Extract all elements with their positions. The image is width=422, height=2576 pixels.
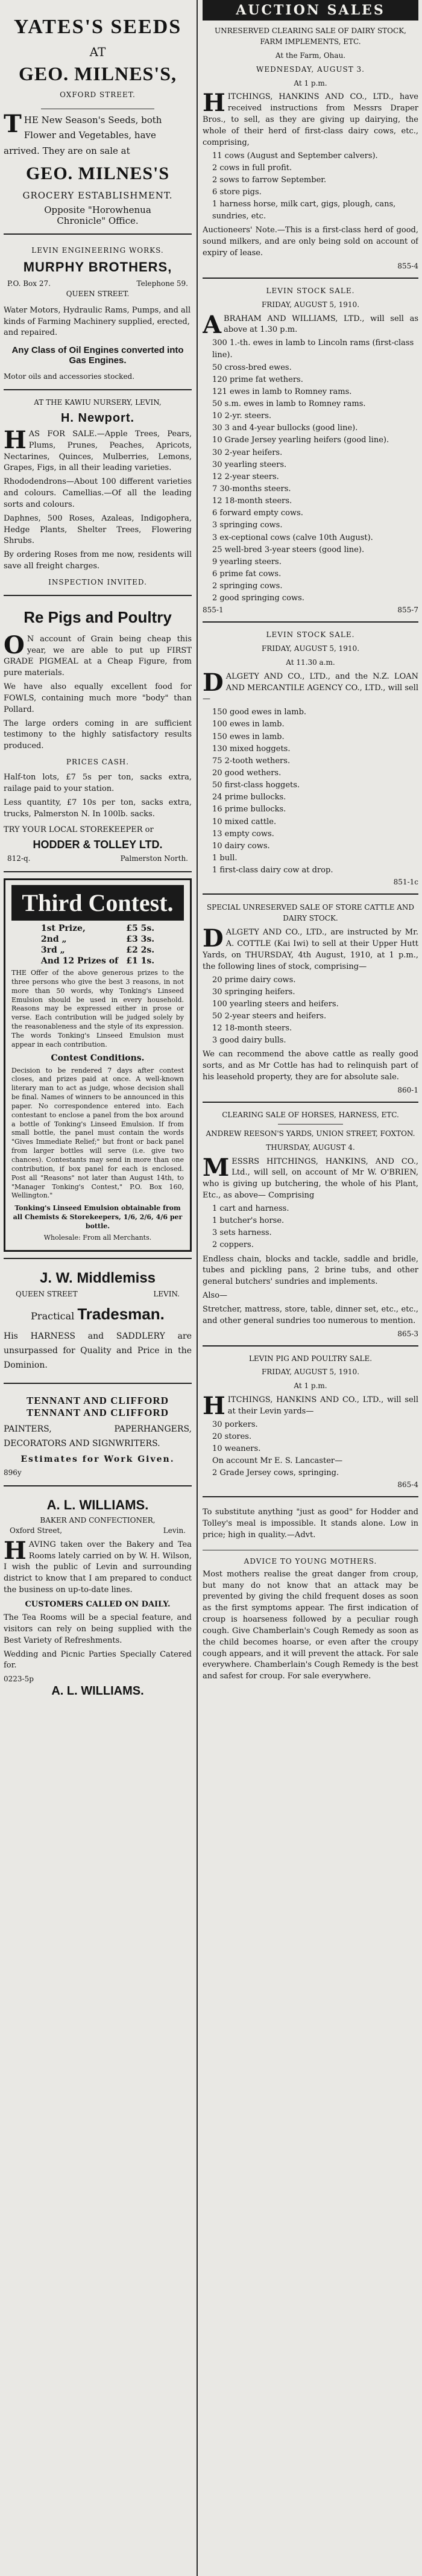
murphy-ad (4, 241, 192, 383)
s8-title: ADVICE TO YOUNG MOTHERS. (244, 1556, 377, 1566)
list-item: 2 springing cows. (212, 582, 283, 591)
contest-wholesale: Wholesale: From all Merchants. (43, 1233, 152, 1242)
prize-row (37, 934, 158, 945)
williams-sign: A. L. WILLIAMS. (51, 1684, 144, 1698)
list-item: 300 1.-th. ewes in lamb to Lincoln rams (first-class line). (212, 338, 414, 360)
prize-amount: £3 3s. (126, 934, 155, 944)
list-item: 50 first-class hoggets. (212, 781, 300, 790)
s3-dropcap: D (203, 668, 224, 697)
list-item: 11 cows (August and September calvers). (212, 151, 378, 160)
contest-ad (4, 878, 192, 1252)
williams-dropcap: H (4, 1536, 27, 1565)
prize-row (37, 956, 158, 966)
s5-p2: Endless chain, blocks and tackle, saddle and bridle, tubes and pickling pans, 2 brine tubs, and other general butchers' sundries and implements. (203, 1254, 418, 1287)
s5-title: CLEARING SALE OF HORSES, HARNESS, ETC. (222, 1111, 399, 1119)
list-item: 13 empty cows. (212, 829, 274, 839)
list-item: 75 2-tooth wethers. (212, 756, 291, 766)
list-item: 3 good dairy bulls. (212, 1036, 286, 1045)
divider (4, 1383, 192, 1384)
murphy-street: QUEEN STREET. (66, 289, 130, 298)
list-item: 1 bull. (212, 853, 238, 863)
list-item: 150 ewes in lamb. (212, 732, 285, 741)
s5-also: Also— (203, 1291, 228, 1301)
s1-p1-wrap (203, 89, 418, 148)
list-item: 30 yearling steers. (212, 460, 287, 469)
murphy-banner: Any Class of Oil Engines converted into Gas Engines. (11, 345, 184, 366)
list-item: 1 first-class dairy cow at drop. (212, 866, 333, 875)
s5-code: 865-3 (397, 1329, 418, 1338)
s4-note: We can recommend the above cattle as really good sorts, and as Mr Cottle has had to relinquish part of his leasehold property, they are for absolute sale. (203, 1050, 418, 1082)
pigs-p3: The large orders coming in are sufficient testimony to the highly satisfactory results produced. (4, 719, 192, 751)
list-item: 20 prime dairy cows. (212, 975, 296, 985)
list-item: 9 yearling steers. (212, 557, 282, 566)
yates-title: YATES'S SEEDS (13, 16, 182, 38)
pigs-code: 812-q. (7, 854, 31, 863)
pigs-p1: N account of Grain being cheap this year, we are able to put up FIRST GRADE PIGMEAL at a Cheap Figure, from pure materials. (4, 634, 192, 678)
list-item: 25 well-bred 3-year steers (good line). (212, 545, 365, 554)
list-item: 2 cows in full profit. (212, 163, 292, 173)
s5-date: THURSDAY, AUGUST 4. (266, 1143, 355, 1152)
s6-p1: ITCHINGS, HANKINS AND CO., LTD., will sell at their Levin yards— (227, 1395, 418, 1416)
pigs-firm: HODDER & TOLLEY LTD. (33, 839, 163, 851)
s5-dropcap: M (203, 1153, 230, 1182)
newport-body2: Rhododendrons—About 100 different varieties and colours. Camellias.—Of all the leading sorts and colours. (4, 477, 192, 509)
middlemiss-name: J. W. Middlemiss (39, 1269, 156, 1286)
s5-p1: ESSRS HITCHINGS, HANKINS, AND CO., Ltd., will sell, on account of Mr W. O'BRIEN, who is giving up butchering, the whole of his Plant, Etc., as above— Comprising (203, 1156, 418, 1201)
s1-title: UNRESERVED CLEARING SALE OF DAIRY STOCK, FARM IMPLEMENTS, ETC. (215, 27, 406, 46)
williams-street: Oxford Street, (10, 1526, 63, 1535)
s2-p1-wrap (203, 310, 418, 339)
s6-title: LEVIN PIG AND POULTRY SALE. (248, 1354, 373, 1363)
middlemiss-ad (4, 1265, 192, 1377)
list-item: 12 18-month steers. (212, 1024, 292, 1033)
s4-items (203, 974, 418, 1047)
divider (4, 233, 192, 235)
s2-dropcap: A (203, 310, 222, 339)
prize-amount: £1 1s. (126, 956, 155, 966)
pigs-ad (4, 602, 192, 865)
williams-trade: BAKER AND CONFECTIONER, (40, 1516, 156, 1525)
list-item: 7 30-months steers. (212, 484, 291, 493)
prize-amount: £2 2s. (126, 945, 155, 955)
s6-dropcap: H (203, 1391, 225, 1420)
divider (203, 893, 418, 895)
newport-body4: By ordering Roses from me now, residents will save all freight charges. (4, 550, 192, 571)
list-item: 10 Grade Jersey yearling heifers (good line). (212, 436, 389, 445)
newport-ad (4, 396, 192, 589)
advice-mothers (203, 1555, 418, 1686)
tennant-ad (4, 1390, 192, 1479)
tennant-firm2: TENNANT AND CLIFFORD (27, 1406, 169, 1418)
sale-draper-bros (203, 24, 418, 271)
sale-dalgety-levin (203, 629, 418, 887)
yates-street: OXFORD STREET. (60, 90, 136, 99)
divider (4, 871, 192, 872)
divider (278, 1124, 342, 1125)
s6-code: 865-4 (397, 1480, 418, 1489)
list-item: 16 prime bullocks. (212, 805, 286, 814)
divider (203, 1102, 418, 1103)
list-item: 12 2-year steers. (212, 472, 279, 481)
s5-sub: ANDREW REESON'S YARDS, UNION STREET, FOXTON. (206, 1129, 415, 1138)
divider (203, 1345, 418, 1347)
list-item: 3 springing cows. (212, 521, 283, 530)
pigs-p4: Half-ton lots, £7 5s per ton, sacks extra, railage paid to your station. (4, 772, 192, 793)
s2-items (203, 337, 418, 604)
s2-code-1: 855-1 (203, 606, 224, 615)
divider (4, 595, 192, 596)
s4-p1-wrap (203, 924, 418, 972)
yates-at: AT (89, 45, 106, 59)
contest-title: Third Contest. (11, 885, 184, 921)
s3-time: At 11.30 a.m. (286, 658, 335, 667)
newport-footer: INSPECTION INVITED. (48, 577, 147, 586)
s5-p3: Stretcher, mattress, store, table, dinner set, etc., etc., and other general sundries too numerous to mention. (203, 1304, 418, 1325)
divider (203, 1496, 418, 1497)
williams-p2: The Tea Rooms will be a special feature, and visitors can rely on being supplied with the Best Variety of Refreshments. (4, 1613, 192, 1645)
list-item: 6 prime fat cows. (212, 569, 282, 579)
s2-date: FRIDAY, AUGUST 5, 1910. (261, 300, 360, 309)
list-item: 20 stores. (212, 1432, 252, 1441)
yates-body-wrap (4, 109, 192, 159)
prize-place: And 12 Prizes of (40, 956, 119, 966)
list-item: 20 good wethers. (212, 768, 282, 778)
pigs-prices: PRICES CASH. (66, 758, 130, 767)
column-divider (197, 0, 198, 2576)
s6-date: FRIDAY, AUGUST 5, 1910. (261, 1368, 360, 1377)
list-item: 3 ex-ceptional cows (calve 10th August). (212, 533, 373, 542)
pigs-addr-line (4, 854, 192, 864)
s3-p1-wrap (203, 668, 418, 706)
s2-p1: BRAHAM AND WILLIAMS, LTD., will sell as above at 1.30 p.m. (224, 314, 418, 335)
prize-table (37, 923, 158, 966)
murphy-firm: MURPHY BROTHERS, (23, 259, 172, 275)
list-item: 2 coppers. (212, 1240, 254, 1250)
sale-cottle (203, 901, 418, 1096)
list-item: 6 store pigs. (212, 188, 262, 197)
murphy-box: P.O. Box 27. (7, 279, 51, 288)
murphy-title: LEVIN ENGINEERING WORKS. (31, 246, 164, 255)
tennant-trades: PAINTERS, PAPERHANGERS, DECORATORS AND SIGNWRITERS. (4, 1424, 192, 1448)
list-item: 3 sets harness. (212, 1228, 272, 1238)
pigs-dropcap: O (4, 630, 25, 659)
sale-obrien (203, 1109, 418, 1339)
divider (4, 1485, 192, 1486)
williams-addr (4, 1526, 192, 1536)
middlemiss-town: LEVIN. (153, 1289, 180, 1298)
s4-code: 860-1 (397, 1086, 418, 1094)
list-item: 1 butcher's horse. (212, 1216, 285, 1226)
list-item: 10 mixed cattle. (212, 817, 277, 826)
list-item: 24 prime bullocks. (212, 793, 286, 802)
sale-abraham-williams (203, 285, 418, 615)
s2-codes (203, 606, 418, 614)
williams-p1: AVING taken over the Bakery and Tea Rooms lately carried on by W. H. Wilson, I wish the public of Levin and surrounding district to know that I am prepared to conduct the business on up-to-date lines. (4, 1540, 192, 1595)
s5-items (203, 1203, 418, 1252)
hodder-tolley-advt (203, 1503, 418, 1545)
middlemiss-addr (4, 1289, 192, 1299)
middlemiss-street: QUEEN STREET (16, 1289, 78, 1298)
pigs-title: Re Pigs and Poultry (24, 608, 172, 626)
list-item: 50 s.m. ewes in lamb to Romney rams. (212, 399, 366, 408)
middlemiss-heading (4, 1305, 192, 1324)
list-item: 100 yearling steers and heifers. (212, 999, 339, 1009)
yates-body: HE New Season's Seeds, both Flower and Vegetables, have arrived. They are on sale at (4, 114, 162, 156)
middlemiss-trade: Tradesman. (77, 1305, 165, 1324)
auction-sales-header: AUCTION SALES (203, 0, 418, 21)
yates-seeds-ad (4, 0, 192, 227)
prize-place: 3rd „ (40, 945, 65, 955)
s6-p1-wrap (203, 1391, 418, 1420)
s8-p1: Most mothers realise the great danger from croup, but many do not know that an attack may be prevented by giving the child frequent doses as soon as the first symptoms appear. The first indication of croup is hoarseness followed by a peculiar rough cough. Give Chamberlain's Cough Remedy as soon as the child becomes hoarse, or even after the croupy cough appears, and it will prevent the attack. For sale everywhere. Chamberlain's Cough Remedy is the best and safest for croup. For sale everywhere. (203, 1569, 418, 1681)
pigs-addr: Palmerston North. (120, 854, 188, 863)
yates-dropcap: T (4, 109, 22, 138)
s3-title: LEVIN STOCK SALE. (266, 630, 355, 639)
newport-body3: Daphnes, 500 Roses, Azaleas, Indigophera, Hedge Plants, Shelter Trees, Flowering Shrubs. (4, 513, 192, 546)
s6-items (203, 1419, 418, 1480)
pigs-p2: We have also equally excellent food for FOWLS, containing much more "body" than Pollard. (4, 682, 192, 714)
yates-sub: GROCERY ESTABLISHMENT. (22, 190, 173, 201)
list-item: 2 sows to farrow September. (212, 175, 327, 185)
list-item: On account Mr E. S. Lancaster— (212, 1456, 343, 1466)
williams-cust: CUSTOMERS CALLED ON DAILY. (25, 1600, 171, 1609)
list-item: 10 weaners. (212, 1444, 261, 1453)
list-item: 50 cross-bred ewes. (212, 363, 292, 372)
contest-p1: THE Offer of the above generous prizes to the three persons who give the best 3 reasons, in not more than 50 words, why Tonking's Linseed Emulsion should be used in every household. Reasons may be expressed either in prose or verse. Each contribution will be judged solely by the reasonableness and the style of its expression. The words Tonking's Linseed Emulsion must appear in each contribution. (11, 968, 184, 1048)
list-item: 30 3 and 4-year bullocks (good line). (212, 424, 358, 433)
contest-note: Tonking's Linseed Emulsion obtainable from all Chemists & Storekeepers, 1/6, 2/6, 4/6 per bottle. (13, 1204, 183, 1230)
prize-row (37, 923, 158, 934)
williams-p3: Wedding and Picnic Parties Specially Catered for. (4, 1649, 192, 1670)
newport-body-wrap (4, 425, 192, 474)
list-item: 30 springing heifers. (212, 987, 295, 997)
williams-ad (4, 1493, 192, 1699)
prize-amount: £5 5s. (126, 923, 155, 933)
s1-dropcap: H (203, 89, 225, 118)
divider (203, 278, 418, 279)
contest-cond-title: Contest Conditions. (51, 1053, 145, 1063)
list-item: 10 dairy cows. (212, 841, 270, 851)
prize-place: 2nd „ (40, 934, 67, 944)
prize-row (37, 945, 158, 956)
s1-time: At 1 p.m. (294, 78, 327, 87)
s1-code: 855-4 (397, 261, 418, 270)
s4-dropcap: D (203, 924, 224, 953)
s3-p1: ALGETY AND CO., LTD., and the N.Z. LOAN AND MERCANTILE AGENCY CO., LTD., will sell— (203, 671, 418, 704)
list-item: 12 18-month steers. (212, 496, 292, 506)
yates-firm: GEO. MILNES'S, (18, 63, 177, 84)
middlemiss-p1: His HARNESS and SADDLERY are unsurpassed for Quality and Price in the Dominion. (4, 1331, 192, 1370)
pigs-p5: Less quantity, £7 10s per ton, sacks extra, trucks, Palmerston N. In 100lb. sacks. (4, 798, 192, 819)
s3-date: FRIDAY, AUGUST 5, 1910. (261, 644, 360, 653)
newport-body: AS FOR SALE.—Apple Trees, Pears, Plums, Prunes, Peaches, Apricots, Nectarines, Quinces, Mulberries, Lemons, Grapes, Figs, in all their leading varieties. (4, 429, 192, 473)
s1-p1: ITCHINGS, HANKINS AND CO., LTD., have received instructions from Messrs Draper Bros., to sell, as they are giving up dairying, the whole of their herd of first-class dairy cows, etc., comprising, (203, 92, 418, 147)
list-item: 1 cart and harness. (212, 1204, 289, 1213)
williams-name: A. L. WILLIAMS. (46, 1497, 149, 1513)
murphy-contact (4, 279, 192, 289)
murphy-footer: Motor oils and accessories stocked. (4, 372, 135, 381)
list-item: 50 2-year steers and heifers. (212, 1012, 327, 1021)
s4-p1: ALGETY AND CO., LTD., are instructed by Mr. A. COTTLE (Kai Iwi) to sell at their Upper Hutt Yards, on THURSDAY, 4th August, 1910, at 1 p.m., the following lines of stock, comprising— (203, 928, 418, 971)
middlemiss-the: Practical (31, 1310, 75, 1322)
yates-opp: Opposite "Horowhenua Chronicle" Office. (44, 205, 151, 227)
s1-date: WEDNESDAY, AUGUST 3. (256, 65, 365, 74)
divider (4, 1258, 192, 1259)
list-item: 1 harness horse, milk cart, gigs, plough, cans, sundries, etc. (212, 200, 396, 221)
list-item: 6 forward empty cows. (212, 509, 303, 518)
s6-time: At 1 p.m. (294, 1382, 327, 1391)
s1-place: At the Farm, Ohau. (275, 51, 346, 60)
tennant-firm1: TENNANT AND CLIFFORD (27, 1394, 169, 1406)
s3-code: 851-1c (393, 878, 418, 887)
list-item: 2 Grade Jersey cows, springing. (212, 1468, 339, 1478)
s5-p1-wrap (203, 1153, 418, 1202)
s4-title: SPECIAL UNRESERVED SALE OF STORE CATTLE AND DAIRY STOCK. (206, 903, 415, 923)
murphy-body: Water Motors, Hydraulic Rams, Pumps, and all kinds of Farming Machinery supplied, erected, and repaired. (4, 305, 191, 338)
divider (4, 389, 192, 390)
williams-town: Levin. (163, 1526, 186, 1535)
contest-p2: Decision to be rendered 7 days after contest closes, and prizes paid at once. A well-known literary man to act as judge, whose decision shall be final. Names of winners to be announced in this paper. No correspondence entered into. Each contestant to enclose a panel from the box around a bottle of Tonking's Linseed Emulsion. If from small bottle, the panel must contain the words "Gives Immediate Relief;" but front or back panel from larger bottles will serve (i.e. give two chances). Contestants may send in more than one contribution, if box panel for each is enclosed. Post all "Reasons" not later than August 14th, to "Manager Tonking's Contest," P.O. Box 160, Wellington." (11, 1066, 184, 1200)
tennant-est: Estimates for Work Given. (20, 1455, 175, 1465)
list-item: 2 good springing cows. (212, 594, 304, 603)
newport-intro: AT THE KAWIU NURSERY, LEVIN, (34, 398, 162, 407)
newport-name: H. Newport. (60, 411, 135, 425)
list-item: 30 2-year heifers. (212, 448, 283, 457)
pigs-p6: TRY YOUR LOCAL STOREKEEPER or (4, 825, 154, 835)
s1-note: Auctioneers' Note.—This is a first-class herd of good, sound milkers, and are only being sold on account of expiry of lease. (203, 226, 418, 258)
sale-pig-poultry (203, 1353, 418, 1491)
newport-dropcap: H (4, 425, 27, 454)
tennant-code: 896y (4, 1468, 22, 1477)
divider (203, 621, 418, 623)
s2-code-2: 855-7 (397, 606, 418, 615)
list-item: 121 ewes in lamb to Romney rams. (212, 387, 352, 396)
s2-title: LEVIN STOCK SALE. (266, 286, 355, 295)
s1-items (203, 150, 418, 223)
right-column (203, 0, 418, 2576)
pigs-p1-wrap (4, 630, 192, 679)
s3-items (203, 706, 418, 877)
list-item: 10 2-yr. steers. (212, 411, 272, 421)
yates-firm2: GEO. MILNES'S (25, 163, 170, 184)
murphy-phone: Telephone 59. (136, 279, 188, 288)
left-column (4, 0, 192, 2576)
list-item: 130 mixed hoggets. (212, 744, 291, 753)
list-item: 150 good ewes in lamb. (212, 708, 307, 717)
williams-p1-wrap (4, 1536, 192, 1596)
s7-p1: To substitute anything "just as good" for Hodder and Tolley's meal is impossible. It stands alone. Low in price; high in quality.—Advt. (203, 1508, 418, 1540)
prize-place: 1st Prize, (40, 923, 86, 933)
williams-code: 0223-5p (4, 1675, 34, 1684)
list-item: 120 prime fat wethers. (212, 375, 303, 384)
list-item: 30 porkers. (212, 1420, 258, 1429)
list-item: 100 ewes in lamb. (212, 720, 285, 729)
